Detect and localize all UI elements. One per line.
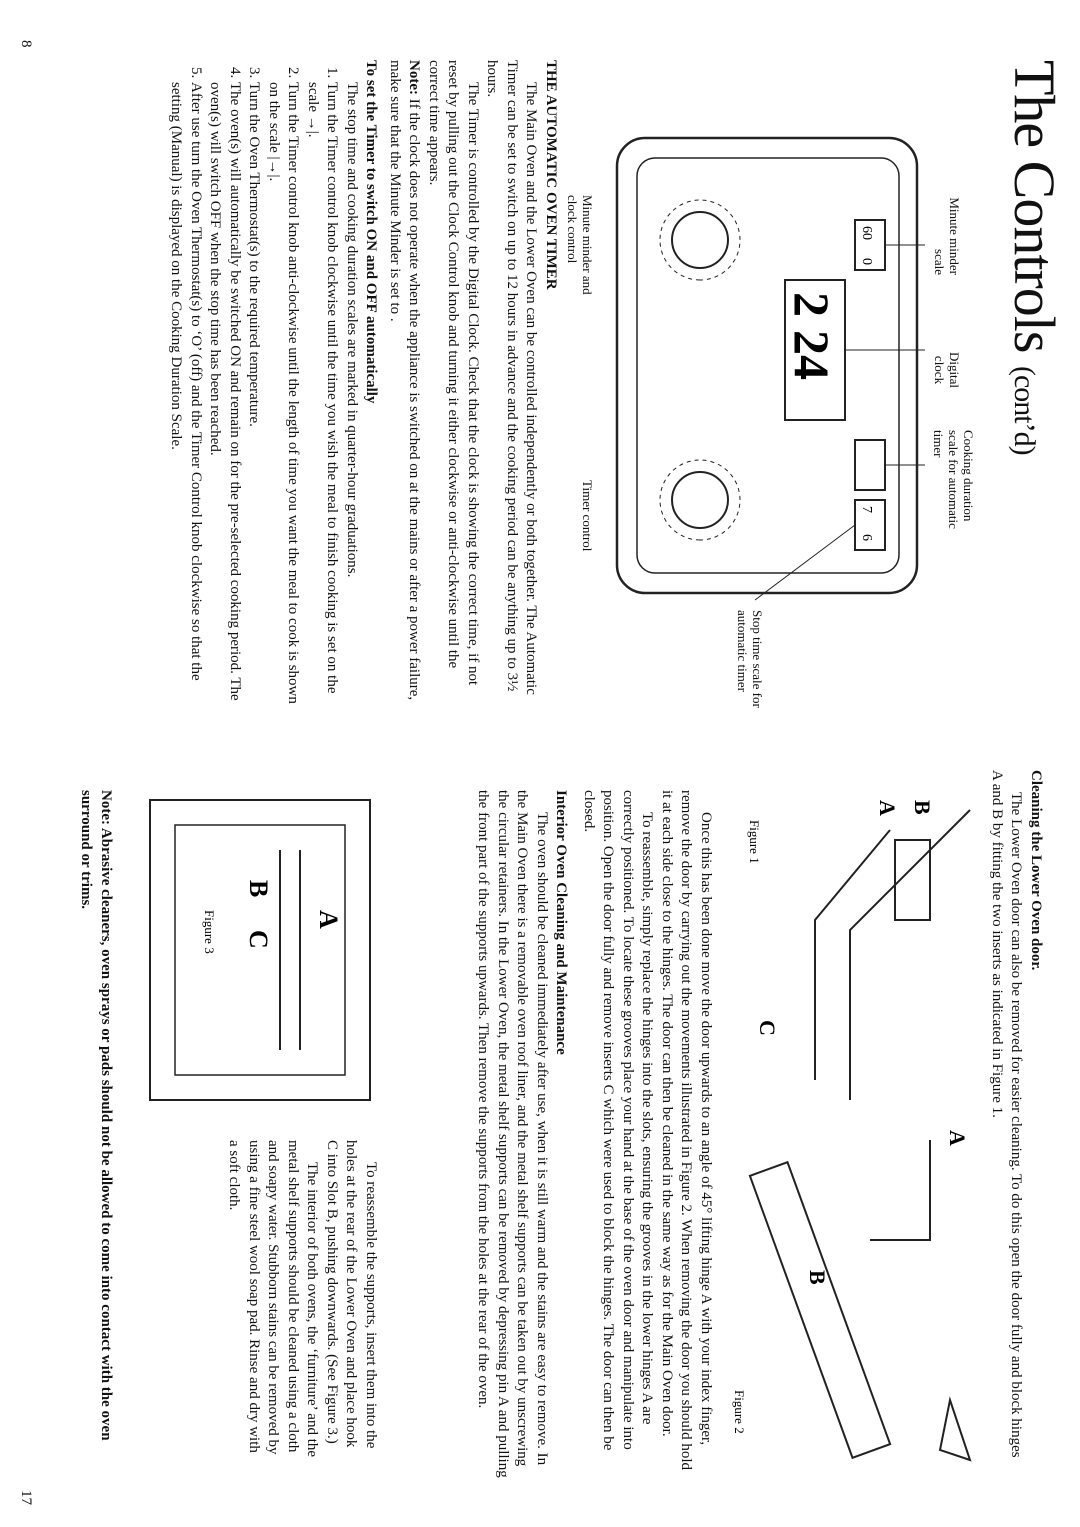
interior-note: Note: Abrasive cleaners, oven sprays or pads should not be allowed to come into contact with the oven surround or trims. <box>78 790 114 1441</box>
clock-minutes: 24 <box>784 330 840 380</box>
clock-hours: 2 <box>784 292 840 317</box>
scale-zero: 0 <box>859 258 874 265</box>
cleaning-para2: Once this has been done move the door upwards to an angle of 45° lifting hinge A with your index finger, remove the door by carrying out the movements illustrated in Figure 2. When removing the door you should hold it at each side close to the hinges. The door can then be cleaned in the same way as for the Main Oven door. <box>659 790 714 1471</box>
timer-set-intro: The stop time and cooking duration scales are marked in quarter-hour graduations. <box>344 82 360 578</box>
minute-minder-knob[interactable] <box>672 212 728 268</box>
title-text: The Controls <box>1002 60 1067 353</box>
fig1-label-c: C <box>755 1020 780 1036</box>
page-number-right: 17 <box>18 1490 34 1505</box>
timer-step: 1. Turn the Timer control knob clockwise until the time you wish the meal to finish cooking is set on the scale →|. <box>303 82 342 710</box>
page-title <box>1001 60 1068 455</box>
figure-1 <box>740 780 990 1120</box>
cleaning-heading: Cleaning the Lower Oven door. <box>1028 770 1044 971</box>
figure1-caption: Figure 1 <box>747 820 762 864</box>
oven-inner <box>175 825 345 1075</box>
timer-para2: The Timer is controlled by the Digital Clock. Check that the clock is showing the correct time, if not reset by pulling out the Clock Control knob and turning it either clockwise or anti-clockwise until the correct time appears. <box>426 60 481 686</box>
label-timer-control: Timer control <box>580 480 595 552</box>
timer-step: 4. The oven(s) will automatically be switched ON and remain on for the pre-selected cooking period. The oven(s) will switch OFF when the stop time has been reached. <box>205 82 244 710</box>
timer-control-knob[interactable] <box>672 472 728 528</box>
cooking-duration-window <box>855 440 885 490</box>
cleaning-body <box>473 790 715 1480</box>
door-base <box>815 830 890 1080</box>
timer-text <box>166 60 560 710</box>
fig2-label-b: B <box>805 1270 830 1285</box>
timer-note: If the clock does not operate when the appliance is switched on at the mains or after a power failure, make sure that the Minute Minder is set to . <box>387 60 423 701</box>
label-minute-minder-scale: Minute minder scale <box>932 197 962 275</box>
cleaning-intro <box>987 770 1046 1460</box>
stop-six: 6 <box>859 534 874 541</box>
cleaning-para3: To reassemble, simply replace the hinges into the slots, ensuring the grooves in the lower hinges A are correctly positioned. To locate these grooves place your hand at the base of the oven door and manipulate into position. Open the door fully and remove inserts C which were used to block the hinges. The door can then be closed. <box>581 790 656 1451</box>
timer-heading: THE AUTOMATIC OVEN TIMER <box>543 60 559 290</box>
interior-side-text <box>224 1140 380 1460</box>
direction-arrow-icon <box>940 1400 970 1460</box>
hinge-bracket <box>870 1140 930 1240</box>
stop-seven: 7 <box>859 506 874 513</box>
timer-note-label: Note: <box>406 60 423 95</box>
fig3-label-c: C <box>244 930 273 949</box>
figure2-caption: Figure 2 <box>732 1390 747 1434</box>
label-minute-minder-control: Minute minder and clock control <box>565 195 595 295</box>
door-edge <box>850 810 970 1100</box>
interior-interior-para: The interior of both ovens, the ‘furniture’ and the metal shelf supports should be cleaned using a cloth and soapy water. Stubborn stains can be removed by using a fine steel wool soap pad. Rinse and dry with a soft cloth. <box>226 1140 321 1458</box>
label-digital-clock: Digital clock <box>932 351 962 389</box>
door-panel <box>750 1162 890 1458</box>
timer-para1: The Main Oven and the Lower Oven can be controlled independently or both together. The Automatic Timer can be set to switch on up to 12 hours in advance and the cooking period can be anything up to 3½ hours. <box>484 60 540 695</box>
interior-heading: Interior Oven Cleaning and Maintenance <box>553 790 570 1055</box>
oven-cavity <box>150 800 370 1100</box>
label-cooking-duration: Cooking duration scale for automatic timer <box>931 430 976 529</box>
timer-step: 2. Turn the Timer control knob anti-clockwise until the length of time you want the meal to cook is shown on the scale |→|. <box>264 82 303 710</box>
timer-step: 3. Turn the Oven Thermostat(s) to the required temperature. <box>244 82 264 710</box>
fig1-label-a: A <box>875 800 900 816</box>
fig2-label-a: A <box>945 1130 970 1146</box>
interior-para: The oven should be cleaned immediately after use, when it is still warm and the stains are easy to remove. In the Main Oven there is a removable oven roof liner, and the metal shelf supports can be taken out by unscrewing the circular retainers. In the Lower Oven, the metal shelf supports can be removed by depressing pin A and pulling the front part of the supports upwards. Then remove the supports from the holes at the rear of the oven. <box>475 790 550 1478</box>
fig3-label-b: B <box>244 880 273 898</box>
leader-stop-time <box>755 525 855 600</box>
timer-step: 5. After use turn the Oven Thermostat(s) to ‘O’ (off) and the Timer Control knob clockwise so that the setting (Manual) is displayed on the Cooking Duration Scale. <box>166 82 205 710</box>
title-suffix: (cont’d) <box>1008 365 1041 455</box>
timer-panel-diagram <box>595 130 925 605</box>
interior-reassemble: To reassemble the supports, insert them into the holes at the rear of the Lower Oven and place hook C into Slot B, pushing downwards. (See Figure 3.) <box>324 1140 379 1449</box>
figure-2 <box>720 1120 990 1480</box>
fig3-label-a: A <box>314 910 343 929</box>
cleaning-para1: The Lower Oven door can also be removed for easier cleaning. To do this open the door fully and block hinges A and B by fitting the two inserts as indicated in Figure 1. <box>989 770 1025 1458</box>
label-stop-time: Stop time scale for automatic timer <box>735 610 765 708</box>
figure-3 <box>130 790 380 1120</box>
panel-outer <box>617 138 917 593</box>
figure3-caption: Figure 3 <box>202 910 217 954</box>
fig1-label-b: B <box>910 800 935 815</box>
timer-set-heading: To set the Timer to switch ON and OFF automatically <box>363 60 380 404</box>
timer-steps <box>166 60 342 710</box>
scale-sixty: 60 <box>859 226 874 240</box>
page-number-left: 8 <box>18 40 34 48</box>
